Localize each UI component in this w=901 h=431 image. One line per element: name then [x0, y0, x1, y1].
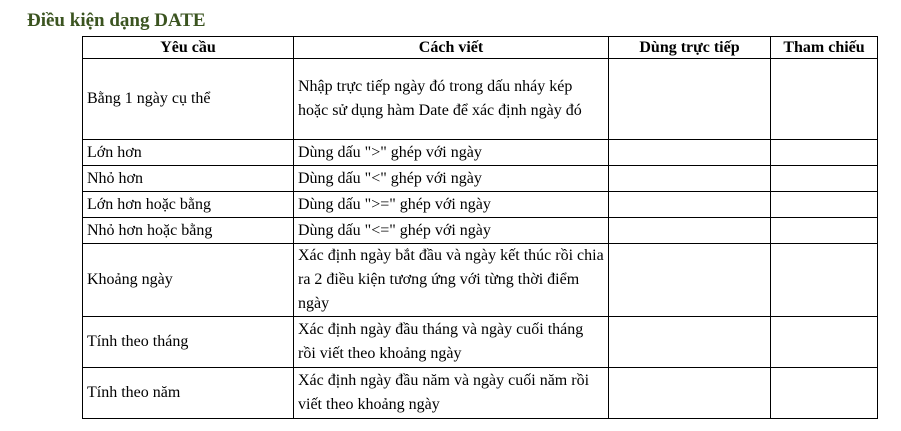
direct-cell[interactable] [609, 317, 771, 368]
requirement-cell: Khoảng ngày [83, 244, 294, 317]
syntax-cell: Dùng dấu "<=" ghép với ngày [294, 218, 609, 244]
direct-cell[interactable] [609, 166, 771, 192]
table-row [83, 140, 878, 166]
reference-cell[interactable] [771, 244, 878, 317]
requirement-cell: Lớn hơn [83, 140, 294, 166]
requirement-cell: Tính theo năm [83, 368, 294, 419]
table-row [83, 368, 878, 419]
direct-cell[interactable] [609, 244, 771, 317]
table-row [83, 59, 878, 140]
header-row [83, 37, 878, 59]
date-conditions-table [82, 36, 878, 419]
direct-cell[interactable] [609, 140, 771, 166]
syntax-cell: Dùng dấu "<" ghép với ngày [294, 166, 609, 192]
table-row [83, 244, 878, 317]
requirement-cell: Bằng 1 ngày cụ thể [83, 59, 294, 140]
reference-cell[interactable] [771, 166, 878, 192]
reference-cell[interactable] [771, 368, 878, 419]
syntax-cell: Xác định ngày bắt đầu và ngày kết thúc rồi chia ra 2 điều kiện tương ứng với từng thời điểm ngày [294, 244, 609, 317]
requirement-cell: Tính theo tháng [83, 317, 294, 368]
reference-cell[interactable] [771, 317, 878, 368]
section-title: Điều kiện dạng DATE [27, 10, 206, 31]
syntax-cell: Dùng dấu ">=" ghép với ngày [294, 192, 609, 218]
direct-cell[interactable] [609, 218, 771, 244]
reference-cell[interactable] [771, 140, 878, 166]
direct-cell[interactable] [609, 368, 771, 419]
table-row [83, 218, 878, 244]
table-row [83, 192, 878, 218]
header-direct: Dùng trực tiếp [609, 37, 771, 59]
requirement-cell: Lớn hơn hoặc bằng [83, 192, 294, 218]
reference-cell[interactable] [771, 192, 878, 218]
reference-cell[interactable] [771, 218, 878, 244]
header-syntax: Cách viết [294, 37, 609, 59]
syntax-cell: Nhập trực tiếp ngày đó trong dấu nháy kép hoặc sử dụng hàm Date để xác định ngày đó [294, 59, 609, 140]
syntax-cell: Dùng dấu ">" ghép với ngày [294, 140, 609, 166]
syntax-cell: Xác định ngày đầu tháng và ngày cuối tháng rồi viết theo khoảng ngày [294, 317, 609, 368]
reference-cell[interactable] [771, 59, 878, 140]
requirement-cell: Nhỏ hơn hoặc bằng [83, 218, 294, 244]
syntax-cell: Xác định ngày đầu năm và ngày cuối năm rồi viết theo khoảng ngày [294, 368, 609, 419]
requirement-cell: Nhỏ hơn [83, 166, 294, 192]
direct-cell[interactable] [609, 192, 771, 218]
header-reference: Tham chiếu [771, 37, 878, 59]
direct-cell[interactable] [609, 59, 771, 140]
table-row [83, 166, 878, 192]
table-row [83, 317, 878, 368]
header-requirement: Yêu cầu [83, 37, 294, 59]
